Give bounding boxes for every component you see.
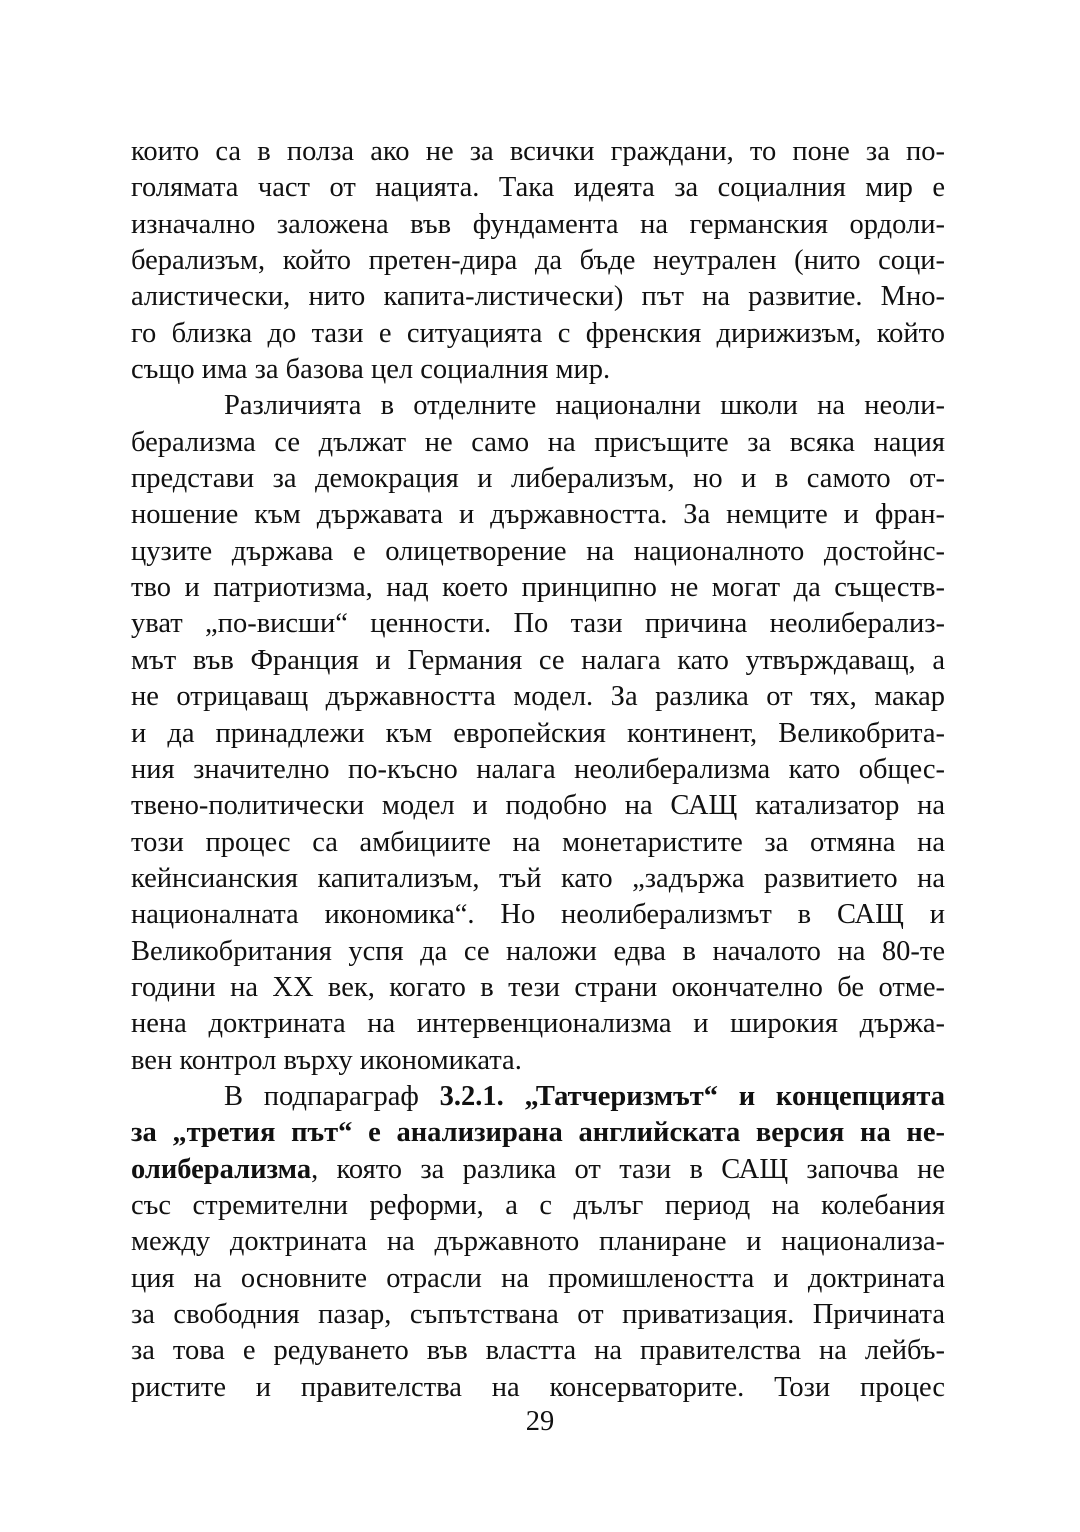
text-line xyxy=(131,1079,945,1115)
text-line: този процес са амбициите на монетаристите за отмяна на xyxy=(131,826,945,858)
paragraph-1 xyxy=(131,134,945,388)
text-line: ния значително по-късно налага неолиберализма като общес- xyxy=(131,753,945,785)
text-line: нена доктрината на интервенционализма и широкия държа- xyxy=(131,1008,945,1040)
section-reference: олиберализма xyxy=(131,1153,312,1185)
text-line: между доктрината на държавното планиране и национализа- xyxy=(131,1226,945,1258)
text-line: цузите държава е олицетворение на националното достойнс- xyxy=(131,535,945,567)
text-line: кейнсианския капитализъм, тъй като „задържа развитието на xyxy=(131,862,945,894)
text-line: и да принадлежи към европейския континент, Великобрита- xyxy=(131,717,945,749)
text-line: представи за демокрация и либерализъм, но и в самото от- xyxy=(131,463,945,495)
text-line: го близка до тази е ситуацията с френския дирижизъм, който xyxy=(131,317,945,349)
section-reference: 3.2.1. „Татчеризмът“ и концепцията xyxy=(439,1080,945,1112)
text-run: В подпараграф xyxy=(224,1080,440,1112)
body-text xyxy=(131,134,945,1406)
text-line: ция на основните отрасли на промишлеността и доктрината xyxy=(131,1262,945,1294)
text-line: Различията в отделните национални школи на неоли- xyxy=(224,390,945,422)
text-line: ношение към държавата и държавността. За немците и фран- xyxy=(131,499,945,531)
paragraph-3 xyxy=(131,1079,945,1406)
text-line: не отрицаващ държавността модел. За разлика от тях, макар xyxy=(131,681,945,713)
text-line: Великобритания успя да се наложи едва в началото на 80-те xyxy=(131,935,945,967)
text-line: години на XX век, когато в тези страни окончателно бе отме- xyxy=(131,971,945,1003)
section-reference: за „третия път“ е анализирана английската версия на не- xyxy=(131,1117,945,1149)
paragraph-2 xyxy=(131,388,945,1079)
text-line: мът във Франция и Германия се налага като утвърждаващ, а xyxy=(131,644,945,676)
text-line: ристите и правителства на консерваторите. Този процес xyxy=(131,1371,945,1403)
text-line xyxy=(131,1152,945,1188)
text-line: берализма се дължат не само на присъщите за всяка нация xyxy=(131,426,945,458)
text-line: вен контрол върху икономиката. xyxy=(131,1044,522,1076)
text-line: тво и патриотизма, над което принципно не могат да съществ- xyxy=(131,572,945,604)
text-line: алистически, нито капита-листически) път на развитие. Мно- xyxy=(131,281,945,313)
text-line: твено-политически модел и подобно на САЩ катализатор на xyxy=(131,790,945,822)
text-run: , която за разлика от тази в САЩ започва не xyxy=(311,1153,945,1185)
text-line: националната икономика“. Но неолиберализмът в САЩ и xyxy=(131,899,945,931)
text-line: уват „по-висши“ ценности. По тази причина неолиберализ- xyxy=(131,608,945,640)
text-line: за свободния пазар, съпътствана от приватизация. Причината xyxy=(131,1299,945,1330)
text-line: за това е редуването във властта на правителства на лейбъ- xyxy=(131,1335,945,1367)
text-line: голямата част от нацията. Така идеята за социалния мир е xyxy=(131,172,945,204)
page-number: 29 xyxy=(525,1406,555,1437)
text-line: също има за базова цел социалния мир. xyxy=(131,354,611,386)
text-line xyxy=(131,1115,945,1151)
text-line: които са в полза ако не за всички граждани, то поне за по- xyxy=(131,136,945,167)
text-line: със стремителни реформи, а с дълъг период на колебания xyxy=(131,1189,945,1221)
text-line: изначално заложена във фундамента на германския ордоли- xyxy=(131,208,945,240)
text-line: берализъм, който претен-дира да бъде неутрален (нито соци- xyxy=(131,245,945,277)
